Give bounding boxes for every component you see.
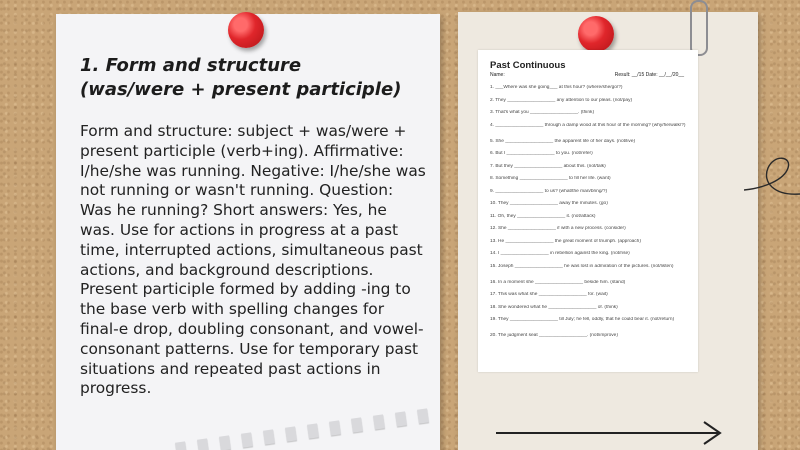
- note-body: Form and structure: subject + was/were + present participle (verb+ing). Affirmative: I/he/she was running. Negative: I/he/she was not running or wasn't running. Question: Was he running? Short answers: Yes, he was. Use for actions in progress at a past time, interrupted actions, simultaneous past actions, and background descriptions. Present participle formed by adding -ing to the base verb with spelling changes for final-e drop, doubling consonant, and vowel-consonant patterns. Use for temporary past situations and repeated past actions in progress.: [80, 122, 426, 398]
- worksheet-item: 11. Oh, they __________________ it. (not/attack): [490, 213, 596, 219]
- swirl-doodle-icon: [744, 150, 800, 220]
- worksheet-item: 2. They __________________ any attention to our pleas. (not/pay): [490, 97, 633, 103]
- red-pushpin-icon: [578, 16, 614, 52]
- worksheet-title: Past Continuous: [490, 60, 566, 71]
- worksheet-name-label: Name:: [490, 72, 505, 78]
- worksheet-item: 12. She __________________ if with a new process. (consider): [490, 226, 626, 231]
- worksheet-item: 8. Something __________________ to fill her life. (want): [490, 176, 611, 181]
- worksheet-item: 19. They __________________ till July; he fell, oddly, that he could bear it. (not/return): [490, 317, 675, 322]
- worksheet-item: 13. He __________________ the great moment of triumph. (approach): [490, 238, 641, 244]
- worksheet-item: 5. She __________________ the apparent life of her days. (not/live): [490, 138, 636, 144]
- red-pushpin-icon: [228, 12, 264, 48]
- left-note-card: [56, 14, 440, 450]
- worksheet-item: 10. They __________________ away the minutes. (go): [490, 201, 608, 206]
- worksheet-item: 20. The judgment seat __________________. (not/improve): [490, 333, 618, 338]
- worksheet-item: 3. That's what you __________________. (think): [490, 110, 595, 115]
- worksheet-item: 6. But I __________________ to you. (not/refer): [490, 151, 593, 156]
- worksheet-item: 1. ___Where was she going___ at this hour? (where/she/go/?): [490, 85, 623, 90]
- worksheet-item: 16. In a moment she __________________ beside him. (stand): [490, 279, 626, 285]
- worksheet-item: 17. This was what she __________________ for. (wait): [490, 292, 608, 297]
- worksheet-item: 7. But they __________________ about this. (not/talk): [490, 163, 606, 169]
- worksheet-item: 9. __________________ to us? (what/the man/bring/?): [490, 188, 608, 194]
- worksheet-image: [478, 50, 698, 372]
- worksheet-item: 18. She wondered what he __________________ of. (think): [490, 304, 618, 310]
- worksheet-item: 15. Joseph __________________ he was lost in admiration of the pictures. (not/listen): [490, 263, 674, 269]
- worksheet-item: 14. I __________________ in rebellion against the king. (not/rise): [490, 251, 630, 256]
- arrow-right-icon: [496, 418, 726, 448]
- worksheet-items: [490, 85, 690, 346]
- torn-paper-edge: [56, 402, 440, 450]
- note-title: 1. Form and structure (was/were + present participle): [80, 55, 402, 100]
- worksheet-meta: Result: __/15 Date: __/__/20__: [614, 72, 684, 78]
- worksheet-item: 4. __________________ through a damp wood at this hour of the morning? (why/he/walk/?): [490, 122, 686, 128]
- paperclip-icon: [690, 0, 708, 56]
